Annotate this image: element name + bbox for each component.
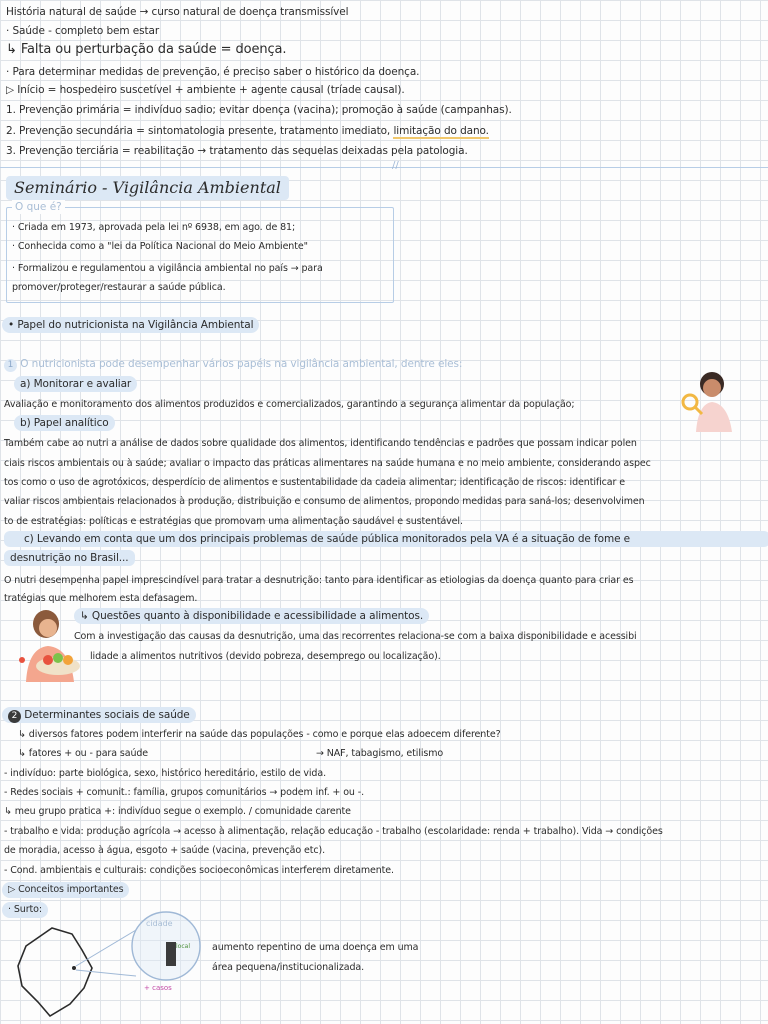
heart-icon [19, 657, 25, 663]
det-line-fatores: ↳ diversos fatores podem interferir na saúde das populações - como e porque elas adoecem diferente? [18, 729, 501, 740]
determinantes-heading [2, 707, 196, 723]
limitacao-dano-highlight: limitação do dano. [393, 125, 489, 137]
line-inicio-triade: ▷ Início = hospedeiro suscetível + ambiente + agente causal (tríade causal). [6, 84, 405, 96]
intro-number: 1 [4, 359, 17, 372]
det-line-grupo: ↳ meu grupo pratica +: indivíduo segue o exemplo. / comunidade carente [4, 806, 351, 817]
divider-mark: // [392, 160, 399, 171]
det-line-redes: - Redes sociais + comunit.: família, grupos comunitários → podem inf. + ou -. [4, 787, 364, 798]
prevencao-secundaria-text: 2. Prevenção secundária = sintomatologia presente, tratamento imediato, [6, 125, 391, 137]
conceitos-heading: ▷ Conceitos importantes [2, 882, 129, 898]
determinantes-title: Determinantes sociais de saúde [24, 709, 190, 721]
determinantes-number: 2 [8, 710, 21, 723]
papel-intro [4, 356, 462, 372]
papel-intro-text: O nutricionista pode desempenhar vários papéis na vigilância ambiental, dentre eles: [20, 358, 463, 370]
line-prevencao-terciaria: 3. Prevenção terciária = reabilitação → tratamento das sequelas deixadas pela patologia. [6, 145, 468, 157]
researcher-illustration [676, 368, 744, 432]
desnutricao-line-2: tratégias que melhorem esta defasagem. [4, 593, 198, 604]
analitico-line-4: valiar riscos ambientais relacionados à produção, distribuição e consumo de alimentos, propondo medidas para saná-los; desenvolvimen [4, 496, 645, 507]
magnifier-handle [695, 407, 702, 414]
analitico-line-3: tos como o uso de agrotóxicos, desperdício de alimentos e sustentabilidade da cadeia alimentar; identificação de riscos: identificar e [4, 477, 625, 488]
surto-def-line-2: área pequena/institucionalizada. [212, 962, 365, 973]
line-determinar-prevencao: · Para determinar medidas de prevenção, é preciso saber o histórico da doença. [6, 66, 420, 78]
region-outline [18, 928, 92, 1016]
face-shape [703, 379, 721, 397]
face-shape [39, 619, 57, 637]
map-label-casos: + casos [144, 984, 172, 992]
analitico-line-2: ciais riscos ambientais ou à saúde; avaliar o impacto das práticas alimentares na saúde humana e no meio ambiente, considerando aspec [4, 458, 651, 469]
apple-icon [43, 655, 53, 665]
questoes-line-2: lidade a alimentos nutritivos (devido pobreza, desemprego ou localização). [90, 651, 441, 662]
zoom-line-bottom [76, 970, 136, 976]
box-line-criada: · Criada em 1973, aprovada pela lei nº 6938, em ago. de 81; [12, 222, 296, 233]
line-saude: · Saúde - completo bem estar [6, 25, 160, 37]
levando-conta-line-2: desnutrição no Brasil... [4, 550, 135, 566]
magnifier-icon [683, 395, 697, 409]
line-falta-saude: ↳ Falta ou perturbação da saúde = doença. [6, 42, 287, 57]
monitorar-title: a) Monitorar e avaliar [14, 376, 137, 392]
local-marker [166, 942, 176, 966]
det-line-naf: → NAF, tabagismo, etilismo [316, 748, 444, 759]
questoes-line-1: Com a investigação das causas da desnutrição, uma das recorrentes relaciona-se com a baixa disponibilidade e acessibi [74, 631, 637, 642]
monitorar-text: Avaliação e monitoramento dos alimentos produzidos e comercializados, garantindo a segurança alimentar da população; [4, 399, 575, 410]
map-label-local: local [176, 943, 190, 950]
surto-def-line-1: aumento repentino de uma doença em uma [212, 942, 419, 953]
det-line-individuo: - indivíduo: parte biológica, sexo, histórico hereditário, estilo de vida. [4, 768, 326, 779]
line-prevencao-secundaria [6, 123, 489, 139]
papel-heading: • Papel do nutricionista na Vigilância Ambiental [2, 317, 259, 333]
det-line-positivo-negativo: ↳ fatores + ou - para saúde [18, 748, 149, 759]
line-historia-natural: História natural de saúde → curso natural de doença transmissível [6, 6, 349, 18]
questoes-title: ↳ Questões quanto à disponibilidade e acessibilidade a alimentos. [74, 608, 429, 624]
box-line-formalizou: · Formalizou e regulamentou a vigilância ambiental no país → para [12, 263, 323, 274]
lettuce-icon [53, 653, 63, 663]
section-divider [0, 167, 768, 168]
seminar-title: Seminário - Vigilância Ambiental [6, 176, 289, 200]
surto-heading: · Surto: [2, 902, 48, 918]
surto-map-diagram [12, 906, 212, 1024]
orange-icon [63, 655, 73, 665]
line-prevencao-primaria: 1. Prevenção primária = indivíduo sadio; evitar doença (vacina); promoção à saúde (campanhas). [6, 104, 512, 116]
box-line-conhecida: · Conhecida como a "lei da Política Nacional do Meio Ambiente" [12, 241, 308, 252]
levando-conta-line-1: c) Levando em conta que um dos principais problemas de saúde pública monitorados pela VA é a situação de fome e [4, 531, 768, 547]
desnutricao-line-1: O nutri desempenha papel imprescindível para tratar a desnutrição: tanto para identificar as etiologias da doença quanto para criar es [4, 575, 634, 586]
box-line-promover: promover/proteger/restaurar a saúde pública. [12, 282, 226, 293]
box-tag: O que é? [12, 200, 65, 214]
map-label-cidade: cidade [146, 919, 173, 928]
focus-point [72, 966, 76, 970]
det-line-moradia: de moradia, acesso à água, esgoto + saúde (vacina, prevenção etc). [4, 845, 326, 856]
det-line-cond-ambientais: - Cond. ambientais e culturais: condições socioeconômicas interferem diretamente. [4, 865, 394, 876]
analitico-line-5: to de estratégias: políticas e estratégias que promovam uma alimentação saudável e sustentável. [4, 516, 463, 527]
analitico-title: b) Papel analítico [14, 415, 115, 431]
analitico-line-1: Também cabe ao nutri a análise de dados sobre qualidade dos alimentos, identificando tendências e padrões que possam indicar polen [4, 438, 637, 449]
det-line-trabalho: - trabalho e vida: produção agrícola → acesso à alimentação, relação educação - trabalho (escolaridade: renda + trabalho). Vida → condições [4, 826, 663, 837]
body-shape [696, 402, 732, 432]
zoom-line-top [76, 930, 136, 966]
